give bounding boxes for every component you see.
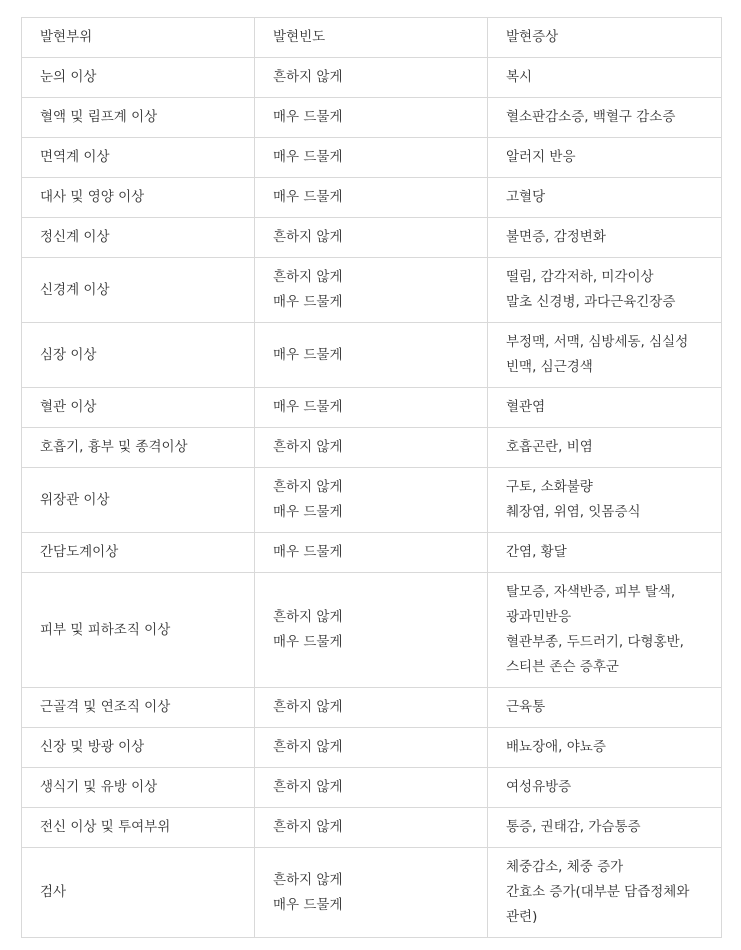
cell-symptoms: [488, 138, 722, 178]
cell-frequency: [255, 808, 488, 848]
cell-symptoms: [488, 688, 722, 728]
frequency-line: 흔하지 않게: [273, 439, 343, 455]
table-row: [22, 768, 722, 808]
header-frequency: 발현빈도: [255, 18, 488, 58]
cell-site: 신경계 이상: [22, 258, 255, 323]
cell-symptoms: [488, 768, 722, 808]
cell-frequency: [255, 178, 488, 218]
cell-site: 피부 및 피하조직 이상: [22, 573, 255, 688]
table-row: [22, 468, 722, 533]
cell-site: 생식기 및 유방 이상: [22, 768, 255, 808]
symptom-line: 간효소 증가(대부분 담즙정체와 관련): [506, 884, 690, 925]
cell-site: 눈의 이상: [22, 58, 255, 98]
adverse-reactions-table: [21, 17, 722, 938]
cell-frequency: [255, 138, 488, 178]
cell-symptoms: [488, 533, 722, 573]
cell-symptoms: [488, 178, 722, 218]
table-row: [22, 533, 722, 573]
cell-site: 검사: [22, 848, 255, 938]
cell-frequency: [255, 573, 488, 688]
symptom-line: 알러지 반응: [506, 149, 576, 165]
cell-frequency: [255, 728, 488, 768]
cell-site: 대사 및 영양 이상: [22, 178, 255, 218]
table-row: [22, 808, 722, 848]
cell-frequency: [255, 428, 488, 468]
frequency-line: 매우 드물게: [273, 504, 343, 520]
symptom-line: 고혈당: [506, 189, 546, 205]
frequency-line: 흔하지 않게: [273, 779, 343, 795]
symptom-line: 부정맥, 서맥, 심방세동, 심실성 빈맥, 심근경색: [506, 334, 689, 375]
symptom-line: 불면증, 감정변화: [506, 229, 606, 245]
symptom-line: 탈모증, 자색반증, 피부 탈색, 광과민반응: [506, 584, 676, 625]
frequency-line: 흔하지 않게: [273, 229, 343, 245]
cell-symptoms: [488, 573, 722, 688]
cell-site: 전신 이상 및 투여부위: [22, 808, 255, 848]
table-row: [22, 688, 722, 728]
symptom-line: 구토, 소화불량: [506, 479, 593, 495]
cell-symptoms: [488, 848, 722, 938]
cell-symptoms: [488, 258, 722, 323]
table-body: [22, 58, 722, 938]
cell-symptoms: [488, 388, 722, 428]
frequency-line: 매우 드물게: [273, 189, 343, 205]
cell-symptoms: [488, 728, 722, 768]
symptom-line: 혈소판감소증, 백혈구 감소증: [506, 109, 676, 125]
symptom-line: 복시: [506, 69, 533, 85]
cell-frequency: [255, 98, 488, 138]
frequency-line: 매우 드물게: [273, 346, 343, 363]
cell-symptoms: [488, 468, 722, 533]
cell-frequency: [255, 58, 488, 98]
cell-site: 정신계 이상: [22, 218, 255, 258]
symptom-line: 간염, 황달: [506, 544, 567, 560]
symptom-line: 호흡곤란, 비염: [506, 439, 593, 455]
frequency-line: 매우 드물게: [273, 634, 343, 650]
symptom-line: 떨림, 감각저하, 미각이상: [506, 269, 654, 285]
header-symptoms: 발현증상: [488, 18, 722, 58]
cell-frequency: [255, 323, 488, 388]
symptom-line: 배뇨장애, 야뇨증: [506, 739, 606, 755]
symptom-line: 여성유방증: [506, 779, 572, 795]
symptom-line: 근육통: [506, 699, 546, 715]
cell-symptoms: [488, 98, 722, 138]
cell-frequency: [255, 768, 488, 808]
table-row: [22, 388, 722, 428]
frequency-line: 매우 드물게: [273, 896, 343, 913]
symptom-line: 혈관부종, 두드러기, 다형홍반, 스티븐 존슨 증후군: [506, 634, 684, 675]
symptom-line: 혈관염: [506, 399, 546, 415]
cell-site: 근골격 및 연조직 이상: [22, 688, 255, 728]
cell-site: 신장 및 방광 이상: [22, 728, 255, 768]
frequency-line: 매우 드물게: [273, 399, 343, 415]
header-row: [22, 18, 722, 58]
cell-symptoms: [488, 323, 722, 388]
table-row: [22, 138, 722, 178]
table-row: [22, 218, 722, 258]
cell-frequency: [255, 258, 488, 323]
symptom-line: 췌장염, 위염, 잇몸증식: [506, 504, 641, 520]
cell-frequency: [255, 468, 488, 533]
frequency-line: 흔하지 않게: [273, 699, 343, 715]
table-row: [22, 178, 722, 218]
cell-symptoms: [488, 428, 722, 468]
header-site: 발현부위: [22, 18, 255, 58]
cell-site: 심장 이상: [22, 323, 255, 388]
cell-frequency: [255, 688, 488, 728]
frequency-line: 흔하지 않게: [273, 479, 343, 495]
cell-frequency: [255, 533, 488, 573]
frequency-line: 흔하지 않게: [273, 871, 343, 888]
symptom-line: 체중감소, 체중 증가: [506, 859, 624, 875]
frequency-line: 매우 드물게: [273, 544, 343, 560]
frequency-line: 흔하지 않게: [273, 609, 343, 625]
cell-site: 혈관 이상: [22, 388, 255, 428]
cell-frequency: [255, 848, 488, 938]
table-row: [22, 58, 722, 98]
cell-symptoms: [488, 58, 722, 98]
table-row: [22, 98, 722, 138]
table-row: [22, 428, 722, 468]
cell-symptoms: [488, 218, 722, 258]
table-row: [22, 728, 722, 768]
frequency-line: 매우 드물게: [273, 149, 343, 165]
table-header: [22, 18, 722, 58]
cell-site: 위장관 이상: [22, 468, 255, 533]
symptom-line: 말초 신경병, 과다근육긴장증: [506, 294, 676, 310]
cell-frequency: [255, 218, 488, 258]
table-row: [22, 848, 722, 938]
cell-site: 호흡기, 흉부 및 종격이상: [22, 428, 255, 468]
symptom-line: 통증, 권태감, 가슴통증: [506, 819, 641, 835]
table-row: [22, 323, 722, 388]
frequency-line: 매우 드물게: [273, 294, 343, 310]
table-row: [22, 573, 722, 688]
cell-symptoms: [488, 808, 722, 848]
cell-site: 혈액 및 림프계 이상: [22, 98, 255, 138]
frequency-line: 흔하지 않게: [273, 269, 343, 285]
frequency-line: 흔하지 않게: [273, 69, 343, 85]
cell-site: 면역계 이상: [22, 138, 255, 178]
frequency-line: 매우 드물게: [273, 109, 343, 125]
table-row: [22, 258, 722, 323]
cell-frequency: [255, 388, 488, 428]
frequency-line: 흔하지 않게: [273, 739, 343, 755]
cell-site: 간담도계이상: [22, 533, 255, 573]
frequency-line: 흔하지 않게: [273, 819, 343, 835]
